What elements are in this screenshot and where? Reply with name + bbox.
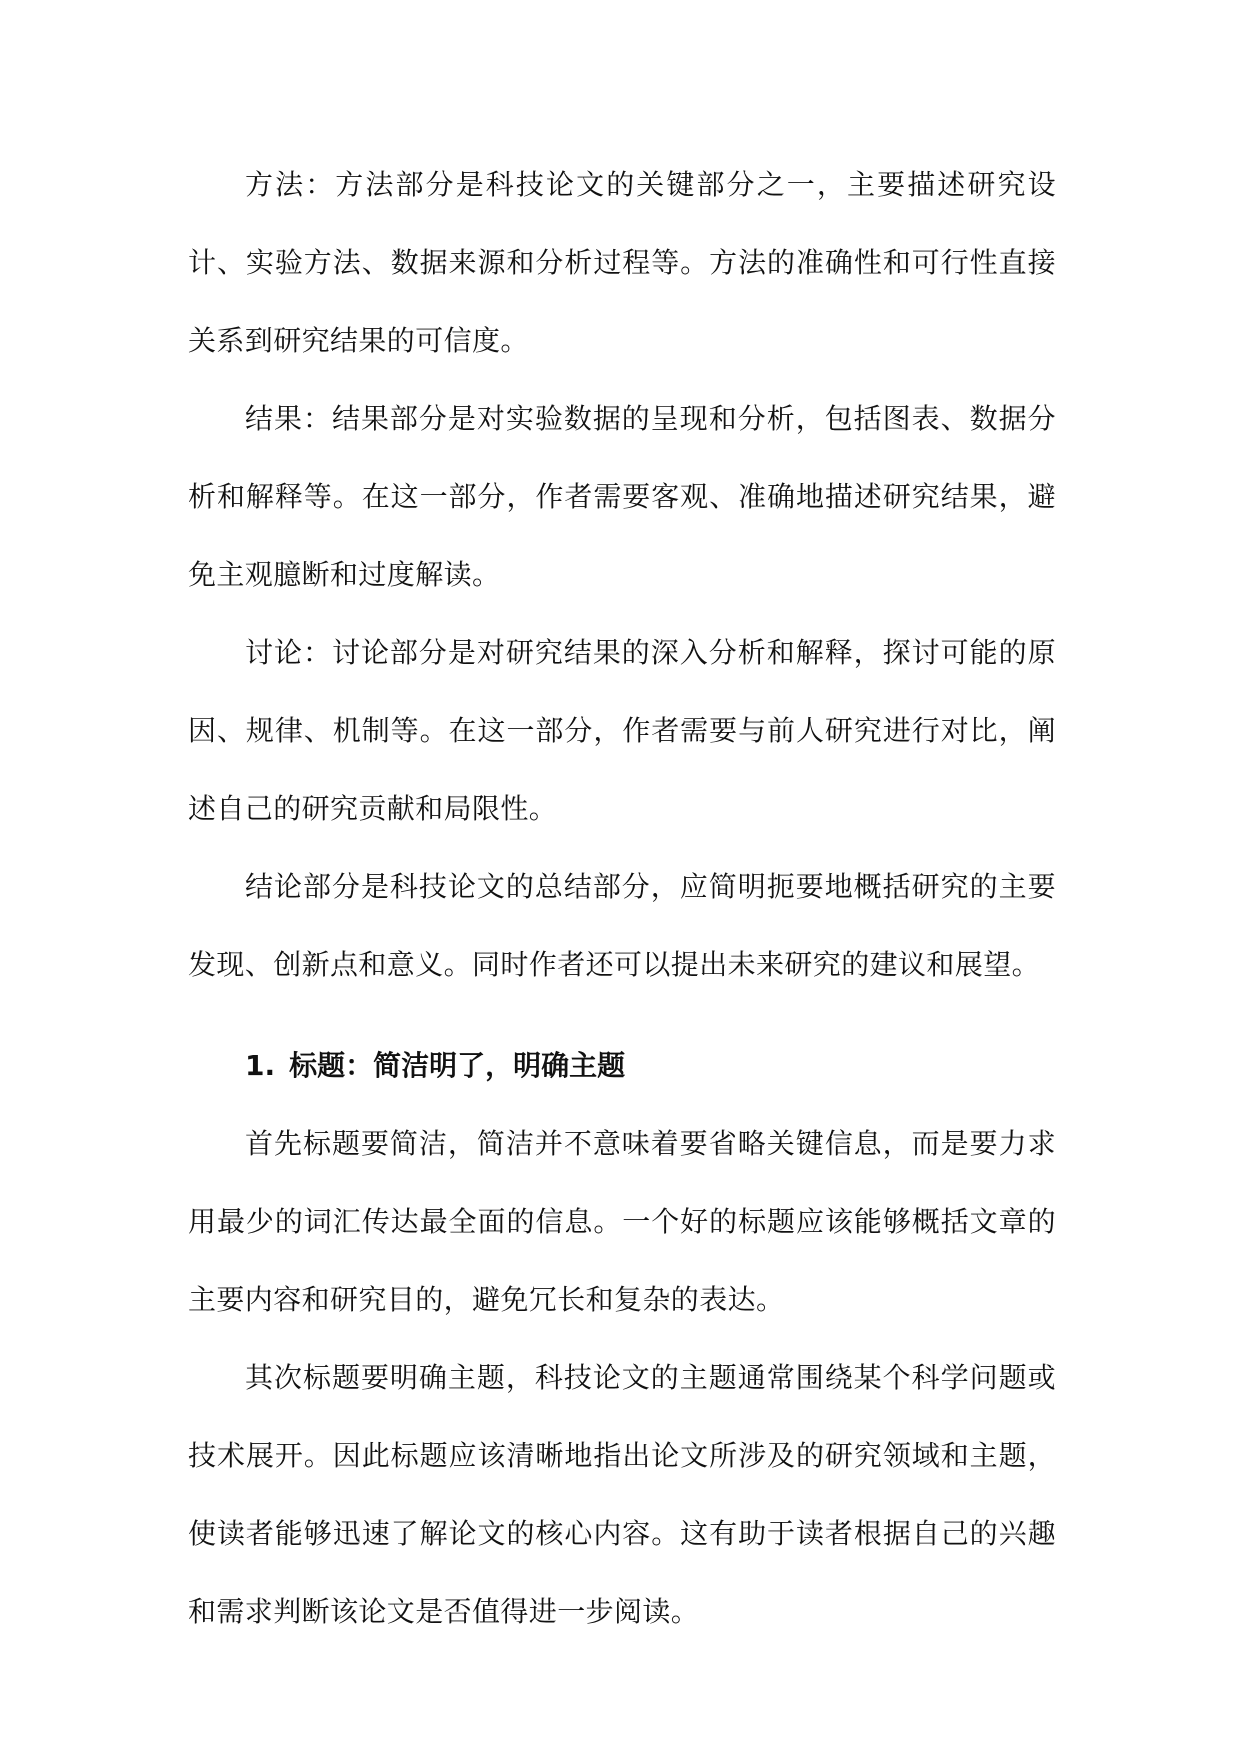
section-heading xyxy=(188,1027,1056,1105)
document-body xyxy=(188,146,1056,1651)
paragraph-title-clear-topic: 其次标题要明确主题，科技论文的主题通常围绕某个科学问题或技术展开。因此标题应该清晰地指出论文所涉及的研究领域和主题，使读者能够迅速了解论文的核心内容。这有助于读者根据自己的兴趣和需求判断该论文是否值得进一步阅读。 xyxy=(188,1361,1056,1628)
paragraph-conclusion: 结论部分是科技论文的总结部分，应简明扼要地概括研究的主要发现、创新点和意义。同时作者还可以提出未来研究的建议和展望。 xyxy=(188,870,1056,981)
paragraph-discussion: 讨论：讨论部分是对研究结果的深入分析和解释，探讨可能的原因、规律、机制等。在这一部分，作者需要与前人研究进行对比，阐述自己的研究贡献和局限性。 xyxy=(188,636,1056,825)
heading-text: 标题：简洁明了，明确主题 xyxy=(289,1049,626,1082)
paragraph-results: 结果：结果部分是对实验数据的呈现和分析，包括图表、数据分析和解释等。在这一部分，作者需要客观、准确地描述研究结果，避免主观臆断和过度解读。 xyxy=(188,402,1056,591)
heading-number: 1. xyxy=(245,1049,276,1082)
paragraph-title-concise: 首先标题要简洁，简洁并不意味着要省略关键信息，而是要力求用最少的词汇传达最全面的信息。一个好的标题应该能够概括文章的主要内容和研究目的，避免冗长和复杂的表达。 xyxy=(188,1127,1056,1316)
paragraph-methods: 方法：方法部分是科技论文的关键部分之一，主要描述研究设计、实验方法、数据来源和分析过程等。方法的准确性和可行性直接关系到研究结果的可信度。 xyxy=(188,168,1056,357)
